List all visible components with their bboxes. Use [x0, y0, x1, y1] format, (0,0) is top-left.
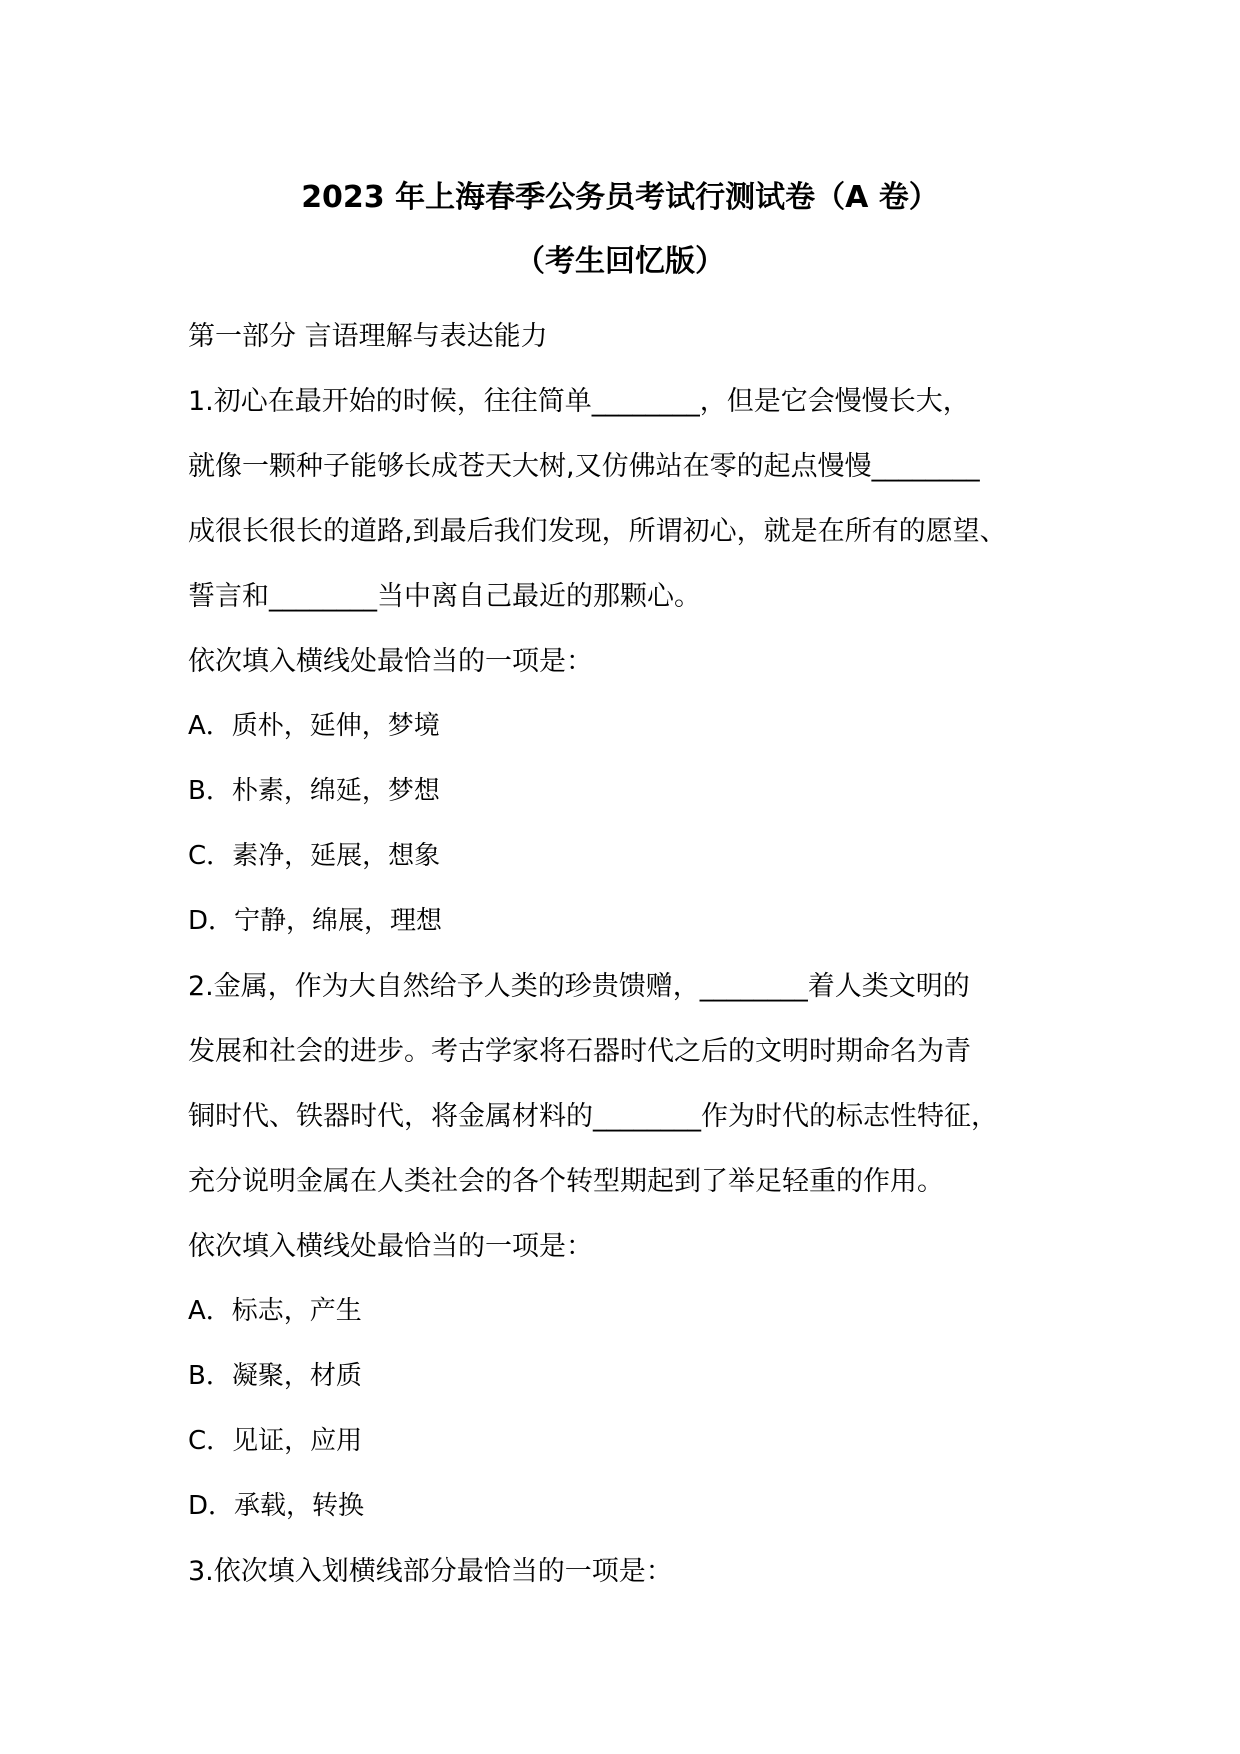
- question-2-prompt: 依次填入横线处最恰当的一项是：: [188, 1231, 593, 1262]
- question-2: [188, 954, 1088, 1539]
- question-3-text-line: 3.依次填入划横线部分最恰当的一项是：: [188, 1556, 673, 1587]
- question-2-text-line: 铜时代、铁器时代，将金属材料的________作为时代的标志性特征，: [188, 1101, 998, 1132]
- question-1-text-line: 誓言和________当中离自己最近的那颗心。: [188, 581, 701, 612]
- question-1-text-line: 就像一颗种子能够长成苍天大树,又仿佛站在零的起点慢慢________: [188, 451, 980, 482]
- question-1-option-b: B．朴素，绵延，梦想: [188, 776, 440, 806]
- question-2-option-d: D．承载，转换: [188, 1491, 365, 1521]
- question-1-prompt: 依次填入横线处最恰当的一项是：: [188, 646, 593, 677]
- question-2-option-a: A．标志，产生: [188, 1296, 362, 1326]
- question-1-option-c: C．素净，延展，想象: [188, 841, 441, 871]
- question-2-option-c: C．见证，应用: [188, 1426, 363, 1456]
- question-2-text-line: 2.金属，作为大自然给予人类的珍贵馈赠，________着人类文明的: [188, 971, 970, 1002]
- question-1-option-a: A．质朴，延伸，梦境: [188, 711, 440, 741]
- question-3: [188, 1539, 1088, 1604]
- question-1-text-line: 成很长很长的道路,到最后我们发现，所谓初心，就是在所有的愿望、: [188, 516, 1007, 547]
- question-1: [188, 369, 1088, 954]
- question-2-text-line: 充分说明金属在人类社会的各个转型期起到了举足轻重的作用。: [188, 1166, 944, 1197]
- question-1-option-d: D．宁静，绵展，理想: [188, 906, 443, 936]
- question-2-option-b: B．凝聚，材质: [188, 1361, 362, 1391]
- page-title: 2023 年上海春季公务员考试行测试卷（A 卷）: [301, 180, 939, 215]
- exam-content: [188, 304, 1088, 1604]
- page-subtitle: （考生回忆版）: [515, 244, 725, 279]
- section-heading: 第一部分 言语理解与表达能力: [188, 321, 548, 352]
- question-2-text-line: 发展和社会的进步。考古学家将石器时代之后的文明时期命名为青: [188, 1036, 971, 1067]
- question-1-text-line: 1.初心在最开始的时候，往往简单________，但是它会慢慢长大，: [188, 386, 970, 417]
